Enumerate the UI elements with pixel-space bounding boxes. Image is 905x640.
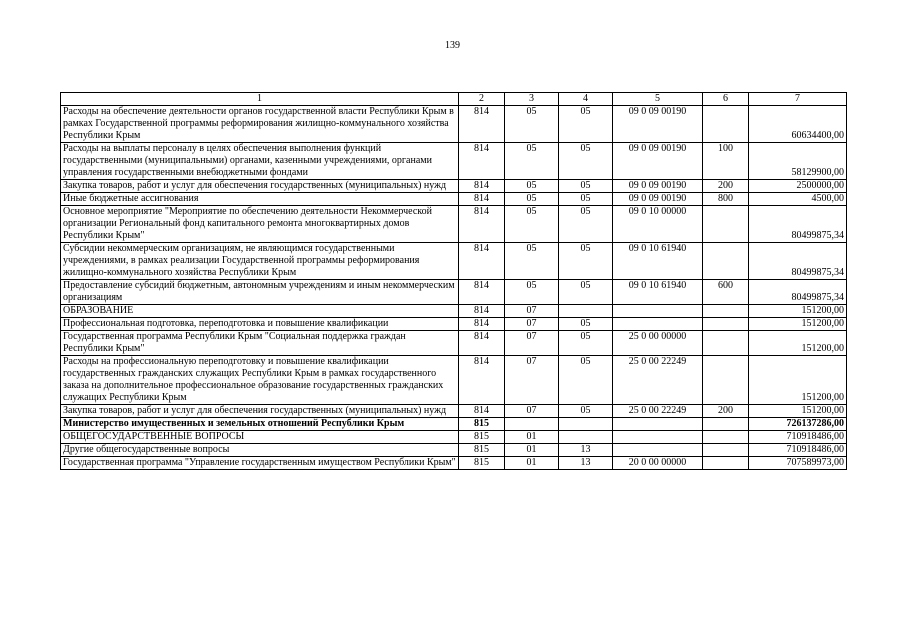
row-section-cell: 07 — [505, 305, 559, 318]
row-amount-cell: 151200,00 — [749, 405, 847, 418]
row-type-cell — [703, 318, 749, 331]
row-amount-cell: 4500,00 — [749, 193, 847, 206]
row-section-cell — [505, 418, 559, 431]
row-target-cell: 25 0 00 22249 — [613, 356, 703, 405]
row-section-cell: 07 — [505, 331, 559, 356]
row-subsection-cell: 05 — [559, 243, 613, 280]
table-row — [61, 418, 847, 431]
row-target-cell: 09 0 10 00000 — [613, 206, 703, 243]
row-section-cell: 05 — [505, 143, 559, 180]
column-header: 2 — [459, 93, 505, 106]
row-code-cell: 815 — [459, 457, 505, 470]
column-header: 4 — [559, 93, 613, 106]
row-amount-cell: 151200,00 — [749, 318, 847, 331]
row-subsection-cell: 05 — [559, 331, 613, 356]
row-type-cell: 200 — [703, 180, 749, 193]
row-name-cell: Государственная программа Республики Крым "Социальная поддержка граждан Республики Крым" — [61, 331, 459, 356]
row-code-cell: 814 — [459, 206, 505, 243]
row-subsection-cell: 05 — [559, 206, 613, 243]
row-type-cell — [703, 444, 749, 457]
row-amount-cell: 80499875,34 — [749, 280, 847, 305]
table-row — [61, 243, 847, 280]
row-subsection-cell: 05 — [559, 143, 613, 180]
column-header: 6 — [703, 93, 749, 106]
row-name-cell: Предоставление субсидий бюджетным, автономным учреждениям и иным некоммерческим организациям — [61, 280, 459, 305]
row-amount-cell: 151200,00 — [749, 305, 847, 318]
row-code-cell: 814 — [459, 305, 505, 318]
row-subsection-cell: 05 — [559, 318, 613, 331]
row-type-cell — [703, 106, 749, 143]
row-code-cell: 814 — [459, 356, 505, 405]
row-type-cell — [703, 206, 749, 243]
page-number: 139 — [445, 40, 460, 51]
row-section-cell: 05 — [505, 180, 559, 193]
row-code-cell: 815 — [459, 431, 505, 444]
row-name-cell: Субсидии некоммерческим организациям, не являющимся государственными учреждениями, в рамках реализации Государственной программы реформирования жилищно-коммунального хозяйства Республики Крым — [61, 243, 459, 280]
row-subsection-cell: 05 — [559, 280, 613, 305]
table-header-row — [61, 93, 847, 106]
table-row — [61, 305, 847, 318]
table-row — [61, 180, 847, 193]
row-type-cell: 800 — [703, 193, 749, 206]
row-amount-cell: 58129900,00 — [749, 143, 847, 180]
table-row — [61, 405, 847, 418]
table-row — [61, 106, 847, 143]
row-target-cell: 09 0 09 00190 — [613, 106, 703, 143]
row-code-cell: 815 — [459, 444, 505, 457]
row-subsection-cell: 05 — [559, 180, 613, 193]
row-name-cell: Профессиональная подготовка, переподготовка и повышение квалификации — [61, 318, 459, 331]
column-header: 5 — [613, 93, 703, 106]
row-target-cell — [613, 418, 703, 431]
table-row — [61, 143, 847, 180]
row-target-cell: 25 0 00 22249 — [613, 405, 703, 418]
row-amount-cell: 60634400,00 — [749, 106, 847, 143]
row-type-cell: 100 — [703, 143, 749, 180]
row-amount-cell: 151200,00 — [749, 356, 847, 405]
row-subsection-cell — [559, 418, 613, 431]
row-name-cell: Расходы на профессиональную переподготовку и повышение квалификации государственных гражданских служащих Республики Крым в рамках государственного заказа на дополнительное профессиональное образование государственных гражданских служащих Республики Крым — [61, 356, 459, 405]
row-amount-cell: 710918486,00 — [749, 444, 847, 457]
row-type-cell — [703, 457, 749, 470]
table-row — [61, 356, 847, 405]
row-name-cell: Другие общегосударственные вопросы — [61, 444, 459, 457]
row-name-cell: Основное мероприятие "Мероприятие по обеспечению деятельности Некоммерческой организации Региональный фонд капитального ремонта многоквартирных домов Республики Крым" — [61, 206, 459, 243]
row-section-cell: 01 — [505, 431, 559, 444]
row-subsection-cell: 13 — [559, 444, 613, 457]
row-section-cell: 07 — [505, 405, 559, 418]
budget-table — [60, 92, 847, 470]
row-code-cell: 814 — [459, 143, 505, 180]
row-section-cell: 05 — [505, 280, 559, 305]
row-code-cell: 814 — [459, 331, 505, 356]
row-type-cell — [703, 356, 749, 405]
column-header: 7 — [749, 93, 847, 106]
row-amount-cell: 726137286,00 — [749, 418, 847, 431]
row-code-cell: 814 — [459, 318, 505, 331]
row-name-cell: Иные бюджетные ассигнования — [61, 193, 459, 206]
table-row — [61, 206, 847, 243]
table-row — [61, 318, 847, 331]
row-subsection-cell: 13 — [559, 457, 613, 470]
row-target-cell: 09 0 09 00190 — [613, 180, 703, 193]
table-row — [61, 193, 847, 206]
table-row — [61, 457, 847, 470]
row-section-cell: 05 — [505, 106, 559, 143]
row-target-cell: 09 0 10 61940 — [613, 280, 703, 305]
table-row — [61, 280, 847, 305]
row-target-cell — [613, 305, 703, 318]
row-section-cell: 01 — [505, 457, 559, 470]
column-header: 1 — [61, 93, 459, 106]
row-amount-cell: 707589973,00 — [749, 457, 847, 470]
row-subsection-cell: 05 — [559, 193, 613, 206]
row-section-cell: 05 — [505, 243, 559, 280]
row-type-cell — [703, 331, 749, 356]
row-name-cell: Государственная программа "Управление государственным имуществом Республики Крым" — [61, 457, 459, 470]
row-section-cell: 05 — [505, 206, 559, 243]
row-subsection-cell — [559, 431, 613, 444]
row-code-cell: 815 — [459, 418, 505, 431]
row-name-cell: ОБЩЕГОСУДАРСТВЕННЫЕ ВОПРОСЫ — [61, 431, 459, 444]
row-section-cell: 07 — [505, 318, 559, 331]
row-section-cell: 05 — [505, 193, 559, 206]
row-section-cell: 01 — [505, 444, 559, 457]
row-subsection-cell: 05 — [559, 106, 613, 143]
row-section-cell: 07 — [505, 356, 559, 405]
row-name-cell: Закупка товаров, работ и услуг для обеспечения государственных (муниципальных) нужд — [61, 405, 459, 418]
row-amount-cell: 2500000,00 — [749, 180, 847, 193]
row-amount-cell: 80499875,34 — [749, 243, 847, 280]
row-target-cell — [613, 318, 703, 331]
row-target-cell: 09 0 09 00190 — [613, 143, 703, 180]
row-code-cell: 814 — [459, 280, 505, 305]
row-target-cell: 09 0 10 61940 — [613, 243, 703, 280]
row-target-cell — [613, 444, 703, 457]
row-code-cell: 814 — [459, 405, 505, 418]
row-name-cell: Расходы на обеспечение деятельности органов государственной власти Республики Крым в рамках Государственной программы реформирования жилищно-коммунального хозяйства Республики Крым — [61, 106, 459, 143]
row-target-cell: 20 0 00 00000 — [613, 457, 703, 470]
row-type-cell — [703, 431, 749, 444]
table-row — [61, 444, 847, 457]
row-subsection-cell: 05 — [559, 405, 613, 418]
row-target-cell: 25 0 00 00000 — [613, 331, 703, 356]
row-amount-cell: 80499875,34 — [749, 206, 847, 243]
row-amount-cell: 151200,00 — [749, 331, 847, 356]
row-code-cell: 814 — [459, 106, 505, 143]
row-code-cell: 814 — [459, 193, 505, 206]
row-name-cell: Закупка товаров, работ и услуг для обеспечения государственных (муниципальных) нужд — [61, 180, 459, 193]
row-type-cell — [703, 418, 749, 431]
table-row — [61, 331, 847, 356]
row-name-cell: Расходы на выплаты персоналу в целях обеспечения выполнения функций государственными (муниципальными) органами, казенными учреждениями, органами управления государственными внебюджетными фондами — [61, 143, 459, 180]
table-row — [61, 431, 847, 444]
row-code-cell: 814 — [459, 243, 505, 280]
row-name-cell: Министерство имущественных и земельных отношений Республики Крым — [61, 418, 459, 431]
row-type-cell — [703, 243, 749, 280]
row-subsection-cell: 05 — [559, 356, 613, 405]
row-type-cell: 600 — [703, 280, 749, 305]
row-target-cell — [613, 431, 703, 444]
column-header: 3 — [505, 93, 559, 106]
row-code-cell: 814 — [459, 180, 505, 193]
row-amount-cell: 710918486,00 — [749, 431, 847, 444]
row-type-cell: 200 — [703, 405, 749, 418]
row-name-cell: ОБРАЗОВАНИЕ — [61, 305, 459, 318]
row-type-cell — [703, 305, 749, 318]
row-subsection-cell — [559, 305, 613, 318]
row-target-cell: 09 0 09 00190 — [613, 193, 703, 206]
